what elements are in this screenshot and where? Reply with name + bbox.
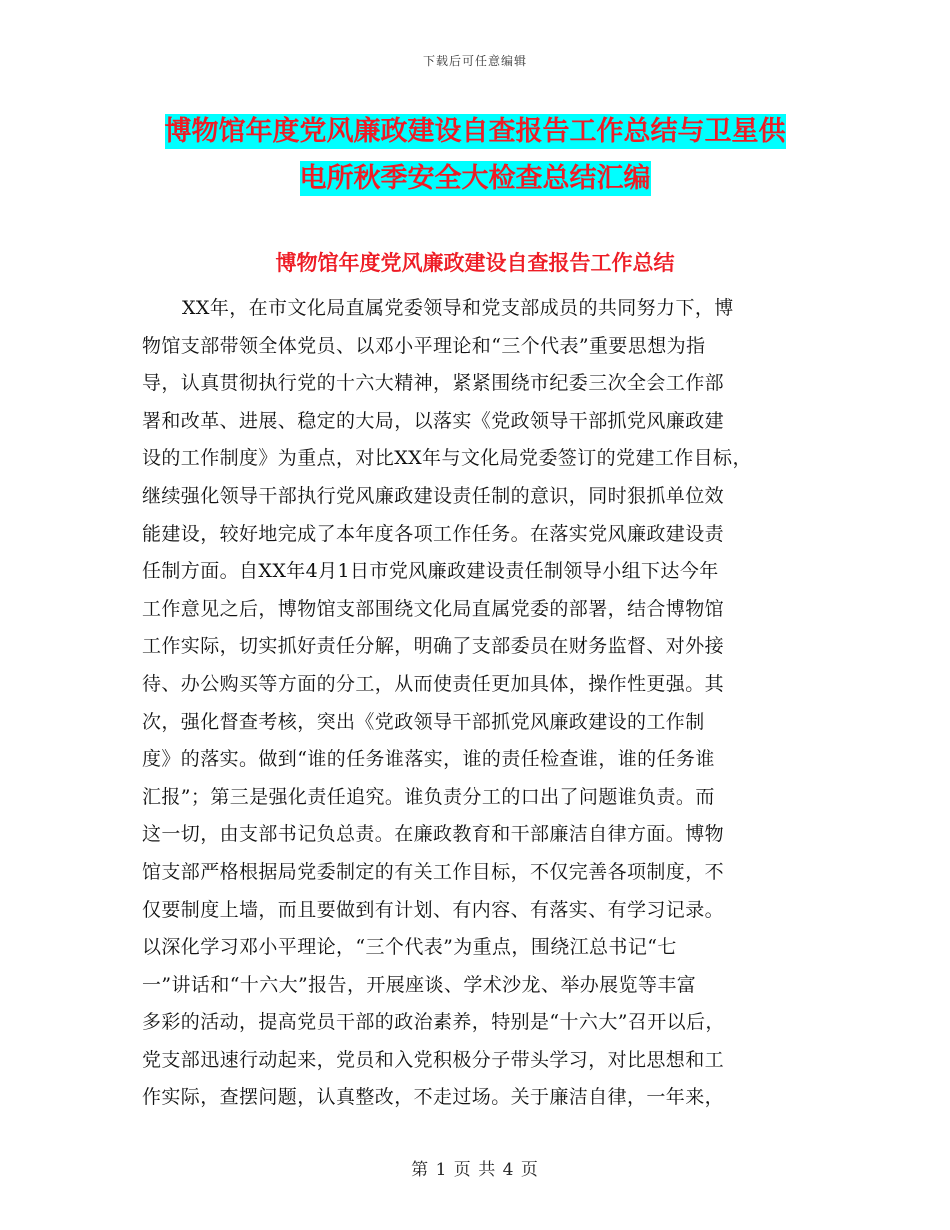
document-title bbox=[0, 108, 950, 202]
body-line: 继续强化领导干部执行党风廉政建设责任制的意识，同时狠抓单位效 bbox=[142, 484, 725, 507]
document-title-line-2 bbox=[0, 155, 950, 202]
title-highlight-1: 博物馆年度党风廉政建设自查报告工作总结与卫星供 bbox=[164, 116, 786, 147]
body-line: 工作实际，切实抓好责任分解，明确了支部委员在财务监督、对外接 bbox=[142, 635, 725, 658]
body-line: XX年，在市文化局直属党委领导和党支部成员的共同努力下，博 bbox=[182, 297, 734, 319]
body-line: 仅要制度上墙，而且要做到有计划、有内容、有落实、有学习记录。 bbox=[142, 898, 725, 921]
section-title: 博物馆年度党风廉政建设自查报告工作总结 bbox=[275, 250, 675, 275]
body-line: 以深化学习邓小平理论，“三个代表”为重点，围绕江总书记“七 bbox=[142, 936, 677, 959]
body-line: 待、办公购买等方面的分工，从而使责任更加具体，操作性更强。其 bbox=[142, 672, 725, 695]
body-line: 多彩的活动，提高党员干部的政治素养，特别是“十六大”召开以后， bbox=[142, 1011, 725, 1034]
body-line: 馆支部严格根据局党委制定的有关工作目标，不仅完善各项制度，不 bbox=[142, 860, 725, 883]
body-line: 次，强化督查考核，突出《党政领导干部抓党风廉政建设的工作制 bbox=[142, 710, 705, 733]
body-line: 工作意见之后，博物馆支部围绕文化局直属党委的部署，结合博物馆 bbox=[142, 597, 725, 620]
page-number: 第 1 页 共 4 页 bbox=[411, 1160, 539, 1180]
body-line: 汇报”；第三是强化责任追究。谁负责分工的口出了问题谁负责。而 bbox=[142, 785, 715, 808]
body-line: 一”讲话和“十六大”报告，开展座谈、学术沙龙、举办展览等丰富 bbox=[142, 973, 697, 996]
body-line: 物馆支部带领全体党员、以邓小平理论和“三个代表”重要思想为指 bbox=[142, 334, 706, 357]
body-line: 设的工作制度》为重点，对比XX年与文化局党委签订的党建工作目标， bbox=[142, 447, 752, 470]
document-title-line-1 bbox=[0, 108, 950, 155]
body-line: 这一切，由支部书记负总责。在廉政教育和干部廉洁自律方面。博物 bbox=[142, 823, 725, 846]
title-highlight-2: 电所秋季安全大检查总结汇编 bbox=[299, 163, 651, 194]
body-line: 导，认真贯彻执行党的十六大精神，紧紧围绕市纪委三次全会工作部 bbox=[142, 372, 725, 395]
body-line: 能建设，较好地完成了本年度各项工作任务。在落实党风廉政建设责 bbox=[142, 522, 725, 545]
page-header-note: 下载后可任意编辑 bbox=[422, 54, 527, 68]
body-line: 度》的落实。做到“谁的任务谁落实，谁的责任检查谁，谁的任务谁 bbox=[142, 748, 715, 771]
body-line: 任制方面。自XX年4月1日市党风廉政建设责任制领导小组下达今年 bbox=[142, 560, 719, 583]
body-line: 署和改革、进展、稳定的大局，以落实《党政领导干部抓党风廉政建 bbox=[142, 409, 725, 432]
body-paragraph bbox=[142, 290, 812, 1117]
body-line: 作实际，查摆问题，认真整改，不走过场。关于廉洁自律，一年来， bbox=[142, 1086, 725, 1109]
body-line: 党支部迅速行动起来，党员和入党积极分子带头学习，对比思想和工 bbox=[142, 1048, 725, 1071]
